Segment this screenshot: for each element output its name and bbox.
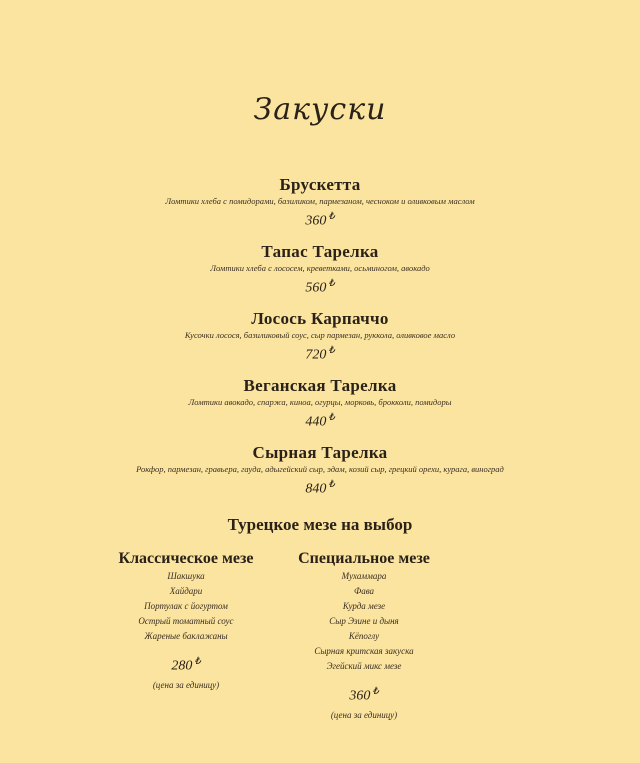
section-title: Закуски [253, 92, 387, 127]
list-item: Мухаммара [341, 571, 387, 581]
meze-special-note: (цена за единицу) [330, 709, 398, 720]
meze-special-column [280, 549, 448, 721]
lira-icon: ₺ [372, 686, 379, 697]
menu-item-salmon-carpaccio [0, 309, 640, 376]
meze-special-title: Специальное мезе [298, 550, 430, 567]
item-price [0, 475, 640, 500]
lira-icon: ₺ [328, 345, 335, 356]
lira-icon: ₺ [328, 479, 335, 490]
lira-icon: ₺ [328, 412, 335, 423]
price-value: 360 [305, 213, 327, 229]
list-item: Хайдари [169, 586, 203, 596]
menu-item-bruschetta [0, 175, 640, 242]
item-price [0, 408, 640, 433]
menu-items-list [0, 175, 640, 510]
menu-item-cheese-plate [0, 443, 640, 510]
item-price [0, 207, 640, 232]
list-item: Фава [353, 586, 375, 596]
list-item: Кёпоглу [348, 631, 380, 641]
price-value: 720 [305, 347, 327, 363]
item-description: Ломтики хлеба с помидорами, базиликом, пармезаном, чесноком и оливковым маслом [165, 196, 475, 206]
lira-icon: ₺ [328, 211, 335, 222]
item-name: Веганская Тарелка [243, 376, 397, 395]
item-description: Ломтики хлеба с лососем, креветками, осьминогом, авокадо [210, 263, 430, 273]
item-description: Рокфор, пармезан, гравьера, гауда, адыгейский сыр, эдам, козий сыр, грецкий орехи, курага, виноград [136, 464, 504, 474]
meze-special-list [280, 569, 448, 674]
item-name: Сырная Тарелка [252, 443, 388, 462]
list-item: Портулак с йогуртом [144, 601, 228, 611]
list-item: Курда мезе [342, 601, 386, 611]
meze-classic-title: Классическое мезе [118, 550, 254, 567]
price-value: 560 [305, 280, 327, 296]
item-name: Брускетта [279, 175, 361, 194]
meze-title: Турецкое мезе на выбор [227, 515, 413, 534]
lira-icon: ₺ [194, 656, 201, 667]
price-value: 840 [305, 481, 327, 497]
item-description: Ломтики авокадо, спаржа, киноа, огурцы, морковь, брокколи, помидоры [188, 397, 452, 407]
meze-classic-price [100, 652, 272, 677]
item-price [0, 274, 640, 299]
menu-item-tapas [0, 242, 640, 309]
meze-special-price [280, 682, 448, 707]
list-item: Жареные баклажаны [144, 631, 228, 641]
lira-icon: ₺ [328, 278, 335, 289]
list-item: Острый томатный соус [138, 616, 234, 626]
list-item: Сырная критская закуска [314, 646, 414, 656]
list-item: Шакшука [167, 571, 205, 581]
price-value: 280 [171, 658, 193, 674]
meze-classic-list [100, 569, 272, 644]
list-item: Сыр Эзине и дыня [329, 616, 399, 626]
meze-classic-note: (цена за единицу) [152, 679, 220, 690]
price-value: 440 [305, 414, 327, 430]
price-value: 360 [349, 688, 371, 704]
menu-item-vegan-plate [0, 376, 640, 443]
meze-classic-column [100, 549, 272, 691]
list-item: Эгейский микс мезе [326, 661, 402, 671]
item-price [0, 341, 640, 366]
item-name: Лосось Карпаччо [251, 309, 389, 328]
item-description: Кусочки лосося, базиликовый соус, сыр пармезан, руккола, оливковое масло [184, 330, 456, 340]
item-name: Тапас Тарелка [261, 242, 379, 261]
